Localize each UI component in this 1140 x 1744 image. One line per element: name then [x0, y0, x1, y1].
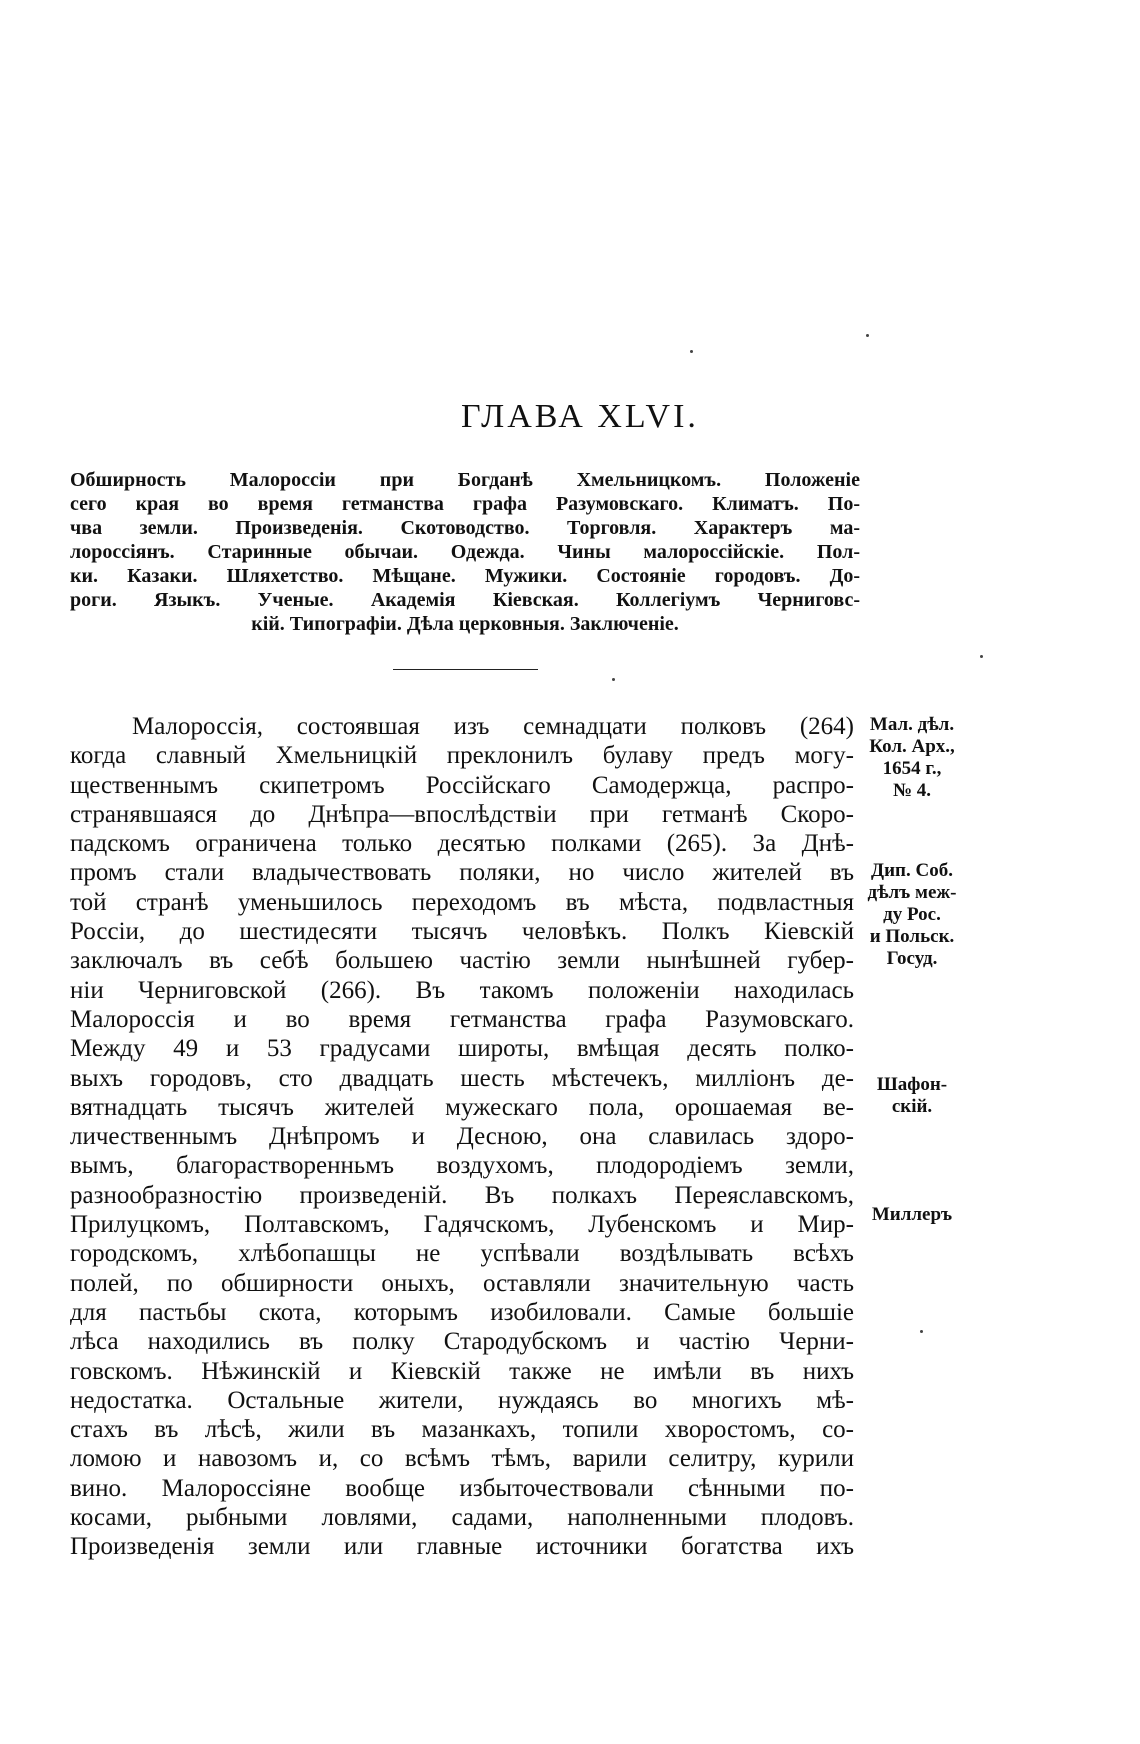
margin-note-line: Шафон-: [876, 1074, 948, 1095]
body-line: падскомъ ограничена только десятью полками (265). За Днѣ-: [70, 830, 854, 858]
summary-line: чва земли. Произведенія. Скотоводство. Торговля. Характеръ ма-: [70, 517, 860, 539]
body-line: ломою и навозомъ и, со всѣмъ тѣмъ, варили селитру, курили: [70, 1445, 854, 1473]
scan-speck: [920, 1330, 923, 1333]
body-line: Прилуцкомъ, Полтавскомъ, Гадячскомъ, Лубенскомъ и Мир-: [70, 1211, 854, 1239]
body-line: разнообразностію произведеній. Въ полкахъ Переяславскомъ,: [70, 1181, 854, 1209]
margin-note-miller: [852, 1204, 972, 1226]
margin-note-line: ду Рос.: [883, 904, 941, 925]
body-line: Малороссія, состоявшая изъ семнадцати полковъ (264): [132, 713, 854, 740]
body-line: личественнымъ Днѣпромъ и Десною, она славилась здоро-: [70, 1123, 854, 1151]
section-divider: [393, 669, 538, 670]
margin-note-line: Кол. Арх.,: [869, 736, 955, 757]
body-line: городскомъ, хлѣбопашцы не успѣвали воздѣлывать всѣхъ: [70, 1240, 854, 1268]
body-line: Россіи, до шестидесяти тысячъ человѣкъ. Полкъ Кіевскій: [70, 918, 854, 946]
scan-speck: [980, 655, 983, 658]
body-line: странявшаяся до Днѣпра—впослѣдствіи при гетманѣ Скоро-: [70, 800, 854, 828]
scan-speck: [866, 334, 869, 337]
body-line: говскомъ. Нѣжинскій и Кіевскій также не имѣли въ нихъ: [70, 1357, 854, 1385]
body-line: когда славный Хмельницкій преклонилъ булаву предъ могу-: [70, 742, 854, 770]
scan-speck: [612, 678, 615, 681]
margin-note-shafonsky: [852, 1074, 972, 1118]
margin-note-line: Мал. дѣл.: [869, 714, 955, 735]
body-line: полей, по обширности оныхъ, оставляли значительную часть: [70, 1269, 854, 1297]
summary-line: Обширность Малороссіи при Богданѣ Хмельницкомъ. Положеніе: [70, 469, 860, 491]
summary-line: роги. Языкъ. Ученые. Академія Кіевская. Коллегіумъ Черниговс-: [70, 589, 860, 611]
margin-note-diplomatic: [852, 860, 972, 970]
body-line: выхъ городовъ, сто двадцать шесть мѣстечекъ, милліонъ де-: [70, 1064, 854, 1092]
body-text: [70, 712, 854, 1562]
body-line: Произведенія земли или главные источники богатства ихъ: [70, 1533, 854, 1561]
body-line: недостатка. Остальные жители, нуждаясь во многихъ мѣ-: [70, 1386, 854, 1414]
summary-line: сего края во время гетманства графа Разумовскаго. Климатъ. По-: [70, 493, 860, 515]
margin-note-line: скій.: [891, 1096, 933, 1117]
body-line: щественнымъ скипетромъ Россійскаго Самодержца, распро-: [70, 771, 854, 799]
margin-note-line: Миллеръ: [871, 1204, 953, 1225]
margin-note-line: № 4.: [892, 780, 932, 801]
summary-line: кій. Типографіи. Дѣла церковныя. Заключеніе.: [251, 613, 679, 635]
body-line: лѣса находились въ полку Стародубскомъ и частію Черни-: [70, 1328, 854, 1356]
body-line: вино. Малороссіяне вообще избыточествовали сѣнными по-: [70, 1474, 854, 1502]
chapter-summary: [70, 468, 860, 636]
summary-line: ки. Казаки. Шляхетство. Мѣщане. Мужики. Состояніе городовъ. До-: [70, 565, 860, 587]
body-line: ніи Черниговской (266). Въ такомъ положеніи находилась: [70, 976, 854, 1004]
body-line: вымъ, благорастворенньмъ воздухомъ, плодородіемъ земли,: [70, 1152, 854, 1180]
body-line: Малороссія и во время гетманства графа Разумовскаго.: [70, 1005, 854, 1033]
body-line: Между 49 и 53 градусами широты, вмѣщая десять полко-: [70, 1035, 854, 1063]
body-line: промъ стали владычествовать поляки, но число жителей въ: [70, 859, 854, 887]
body-line: заключалъ въ себѣ большею частію земли нынѣшней губер-: [70, 947, 854, 975]
margin-note-line: 1654 г.,: [882, 758, 942, 779]
chapter-title: ГЛАВА XLVI.: [461, 398, 699, 435]
body-line: вятнадцать тысячъ жителей мужескаго пола, орошаемая ве-: [70, 1093, 854, 1121]
body-line: косами, рыбными ловлями, садами, наполненными плодовъ.: [70, 1504, 854, 1532]
summary-line: лороссіянъ. Старинные обычаи. Одежда. Чины малороссійскіе. Пол-: [70, 541, 860, 563]
body-line: стахъ въ лѣсѣ, жили въ мазанкахъ, топили хворостомъ, со-: [70, 1416, 854, 1444]
margin-note-line: дѣлъ меж-: [867, 882, 957, 903]
body-line: для пастьбы скота, которымъ изобиловали. Самые большіе: [70, 1298, 854, 1326]
margin-note-archive: [852, 714, 972, 802]
margin-note-line: Госуд.: [886, 948, 938, 969]
margin-note-line: и Польск.: [869, 926, 955, 947]
scan-speck: [690, 350, 693, 353]
body-line: той странѣ уменьшилось переходомъ въ мѣста, подвластныя: [70, 888, 854, 916]
margin-note-line: Дип. Соб.: [871, 860, 953, 881]
